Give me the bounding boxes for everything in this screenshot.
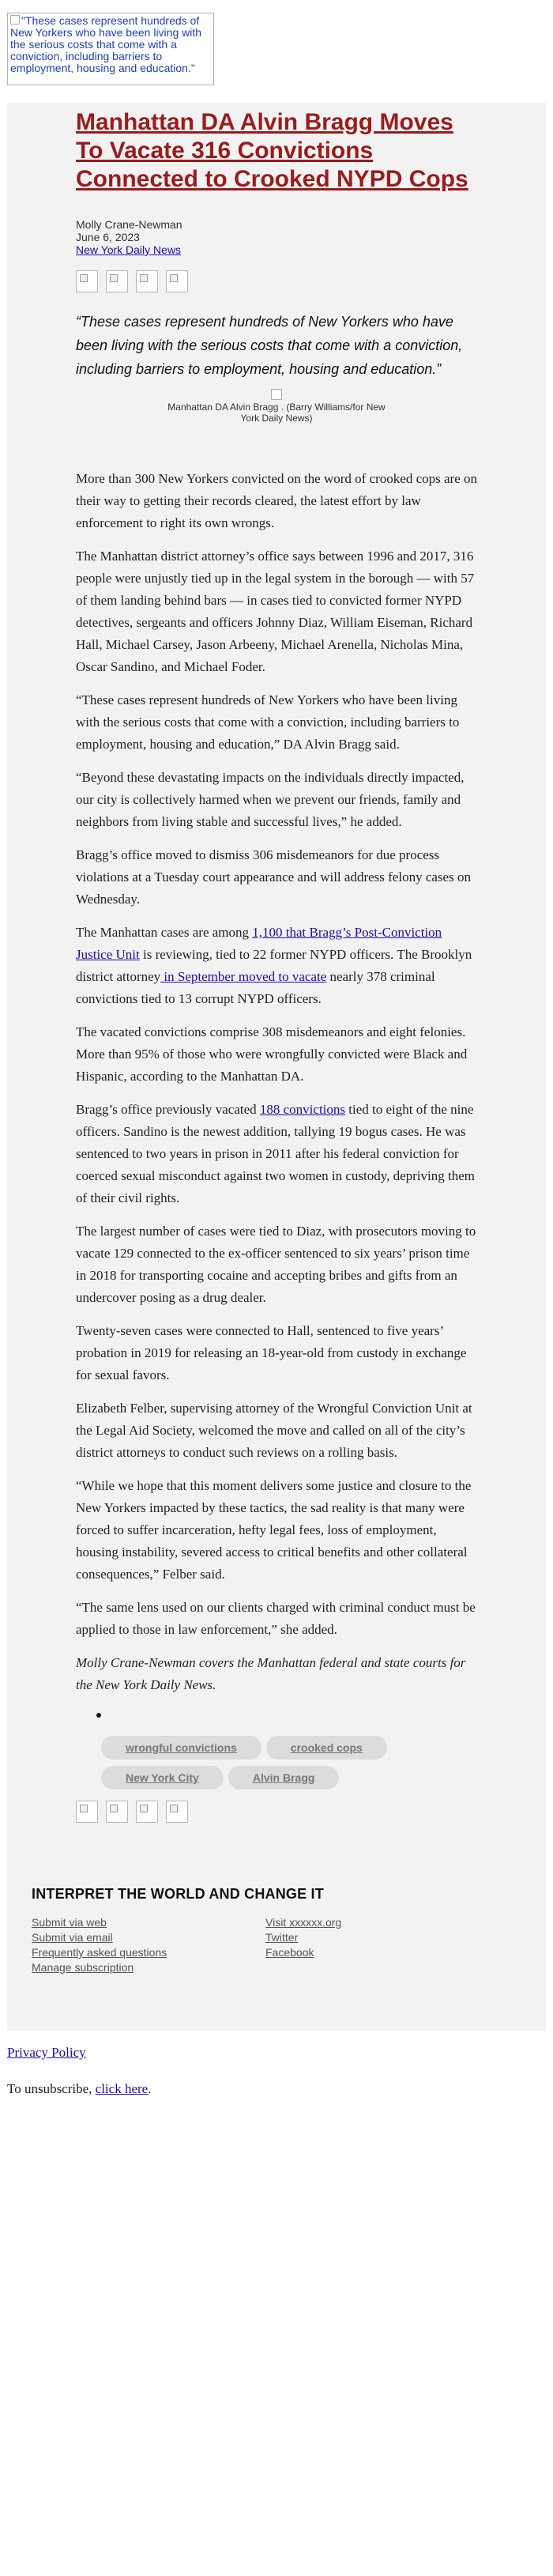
newsletter-footer	[32, 1886, 521, 1975]
paragraph-text: The Manhattan cases are among	[76, 925, 253, 940]
previous-convictions-link[interactable]: 188 convictions	[259, 1102, 346, 1117]
paragraph-text: nearly 378 criminal convictions tied to 13 corrupt NYPD officers.	[76, 969, 435, 1006]
faq-link[interactable]: Frequently asked questions	[32, 1946, 167, 1959]
linkedin-share-icon[interactable]	[136, 270, 158, 292]
tag-crooked-cops[interactable]: crooked cops	[266, 1736, 387, 1759]
twitter-share-icon[interactable]	[106, 270, 128, 292]
footer-left-links	[32, 1915, 265, 1975]
paragraph-text: is reviewing, tied to 22 former NYPD officers. The Brooklyn district attorney	[76, 947, 472, 984]
tag-new-york-city[interactable]: New York City	[101, 1766, 224, 1790]
facebook-share-icon[interactable]	[76, 1801, 98, 1823]
paragraph: The largest number of cases were tied to Diaz, with prosecutors moving to vacate 129 connected to the ex-officer sentenced to six years’ prison time in 2018 for transporting cocaine and accepting bribes and gifts from an undercover posing as a drug dealer.	[76, 1224, 476, 1305]
submit-email-link[interactable]: Submit via email	[32, 1931, 113, 1944]
twitter-link[interactable]: Twitter	[265, 1931, 299, 1944]
facebook-share-icon[interactable]	[76, 270, 98, 292]
linkedin-share-icon[interactable]	[136, 1801, 158, 1823]
footer-heading: INTERPRET THE WORLD AND CHANGE IT	[32, 1886, 324, 1902]
paragraph: Elizabeth Felber, supervising attorney of the Wrongful Conviction Unit at the Legal Aid Society, welcomed the move and called on all of the city’s district attorneys to conduct such reviews on a rolling basis.	[76, 1401, 472, 1460]
article-meta	[76, 218, 477, 256]
footer-right-links	[265, 1915, 499, 1975]
facebook-link[interactable]: Facebook	[265, 1946, 314, 1959]
paragraph: Bragg’s office moved to dismiss 306 misdemeanors for due process violations at a Tuesday court appearance and will address felony cases on Wednesday.	[76, 847, 471, 907]
paragraph	[76, 922, 477, 1010]
image-caption: Manhattan DA Alvin Bragg . (Barry Williams/for New York Daily News)	[167, 402, 386, 424]
paragraph	[76, 1099, 477, 1209]
email-share-icon[interactable]	[166, 1801, 188, 1823]
pull-quote: “These cases represent hundreds of New Yorkers who have been living with the serious costs that come with a conviction, including barriers to employment, housing and education.”	[76, 314, 463, 377]
share-icons-top	[76, 270, 477, 292]
paragraph: More than 300 New Yorkers convicted on the word of crooked cops are on their way to getting their records cleared, the latest effort by law enforcement to right its own wrongs.	[76, 471, 477, 530]
paragraph: “These cases represent hundreds of New Yorkers who have been living with the serious costs that come with a conviction, including barriers to employment, housing and education,” DA Alvin Bragg said.	[76, 692, 460, 752]
paragraph: The vacated convictions comprise 308 misdemeanors and eight felonies. More than 95% of those who were wrongfully convicted were Black and Hispanic, according to the Manhattan DA.	[76, 1024, 468, 1084]
unsubscribe-link[interactable]: click here	[95, 2081, 149, 2096]
paragraph: “While we hope that this moment delivers some justice and closure to the New Yorkers impacted by these tactics, the sad reality is that many were forced to suffer incarceration, hefty legal fees, loss of employment, housing instability, severed access to critical benefits and other collateral consequences,” Felber said.	[76, 1478, 472, 1582]
unsubscribe-row	[7, 2081, 553, 2113]
author: Molly Crane-Newman	[76, 218, 182, 231]
submit-web-link[interactable]: Submit via web	[32, 1916, 107, 1929]
privacy-policy-link[interactable]: Privacy Policy	[7, 2045, 86, 2060]
article-card	[7, 103, 546, 2031]
paragraph: Twenty-seven cases were connected to Hall, sentenced to five years’ probation in 2019 for releasing an 18-year-old from custody in exchange for sexual favors.	[76, 1323, 467, 1382]
article-title	[76, 103, 477, 194]
twitter-share-icon[interactable]	[106, 1801, 128, 1823]
source-link[interactable]: New York Daily News	[76, 243, 182, 256]
header-image	[7, 13, 214, 85]
visit-site-link[interactable]: Visit xxxxxx.org	[265, 1916, 342, 1929]
tag-alvin-bragg[interactable]: Alvin Bragg	[228, 1766, 340, 1790]
unsubscribe-prefix: To unsubscribe,	[7, 2081, 96, 2096]
paragraph: The Manhattan district attorney’s office says between 1996 and 2017, 316 people were unjustly tied up in the legal system in the borough — with 57 of them landing behind bars — in cases tied to convicted former NYPD detectives, sergeants and officers Johnny Diaz, William Eiseman, Richard Hall, Michael Carsey, Jason Arbeeny, Michael Arenella, Nicholas Mina, Oscar Sandino, and Michael Foder.	[76, 549, 475, 674]
author-note: Molly Crane-Newman covers the Manhattan federal and state courts for the New York Daily News.	[76, 1655, 466, 1692]
tag-list	[101, 1736, 472, 1790]
list-bullet	[96, 1707, 477, 1731]
broken-image-icon	[10, 15, 20, 25]
publish-date: June 6, 2023	[76, 231, 140, 243]
paragraph: “Beyond these devastating impacts on the individuals directly impacted, our city is collectively harmed when we prevent our friends, family and neighbors from living stable and successful lives,” he added.	[76, 770, 465, 829]
september-vacate-link[interactable]: in September moved to vacate	[160, 969, 327, 984]
paragraph: “The same lens used on our clients charged with criminal conduct must be applied to those in law enforcement,” she added.	[76, 1600, 476, 1637]
manage-subscription-link[interactable]: Manage subscription	[32, 1961, 134, 1974]
article-image-icon	[271, 389, 282, 400]
post-conviction-unit-link[interactable]: 1,100 that Bragg’s Post-Conviction Justice Unit	[76, 925, 442, 962]
unsubscribe-suffix: .	[148, 2081, 152, 2096]
article-body	[76, 468, 477, 1696]
privacy-row	[7, 2045, 553, 2061]
image-caption-block	[162, 389, 391, 424]
paragraph-text: tied to eight of the nine officers. Sandino is the newest addition, tallying 19 bogus cases. He was sentenced to two years in prison in 2011 after his federal conviction for coerced sexual misconduct against two women in custody, depriving them of their civil rights.	[76, 1102, 475, 1205]
article-title-link[interactable]: Manhattan DA Alvin Bragg Moves To Vacate 316 Convictions Connected to Crooked NYPD Cops	[76, 109, 468, 192]
header-image-alt-text: "These cases represent hundreds of New Yorkers who have been living with the serious costs that come with a conviction, including barriers to employment, housing and education."	[10, 14, 202, 74]
bullet-dot-icon	[96, 1713, 101, 1718]
share-icons-bottom	[76, 1801, 477, 1823]
tag-wrongful-convictions[interactable]: wrongful convictions	[101, 1736, 261, 1759]
email-share-icon[interactable]	[166, 270, 188, 292]
paragraph-text: Bragg’s office previously vacated	[76, 1102, 260, 1117]
